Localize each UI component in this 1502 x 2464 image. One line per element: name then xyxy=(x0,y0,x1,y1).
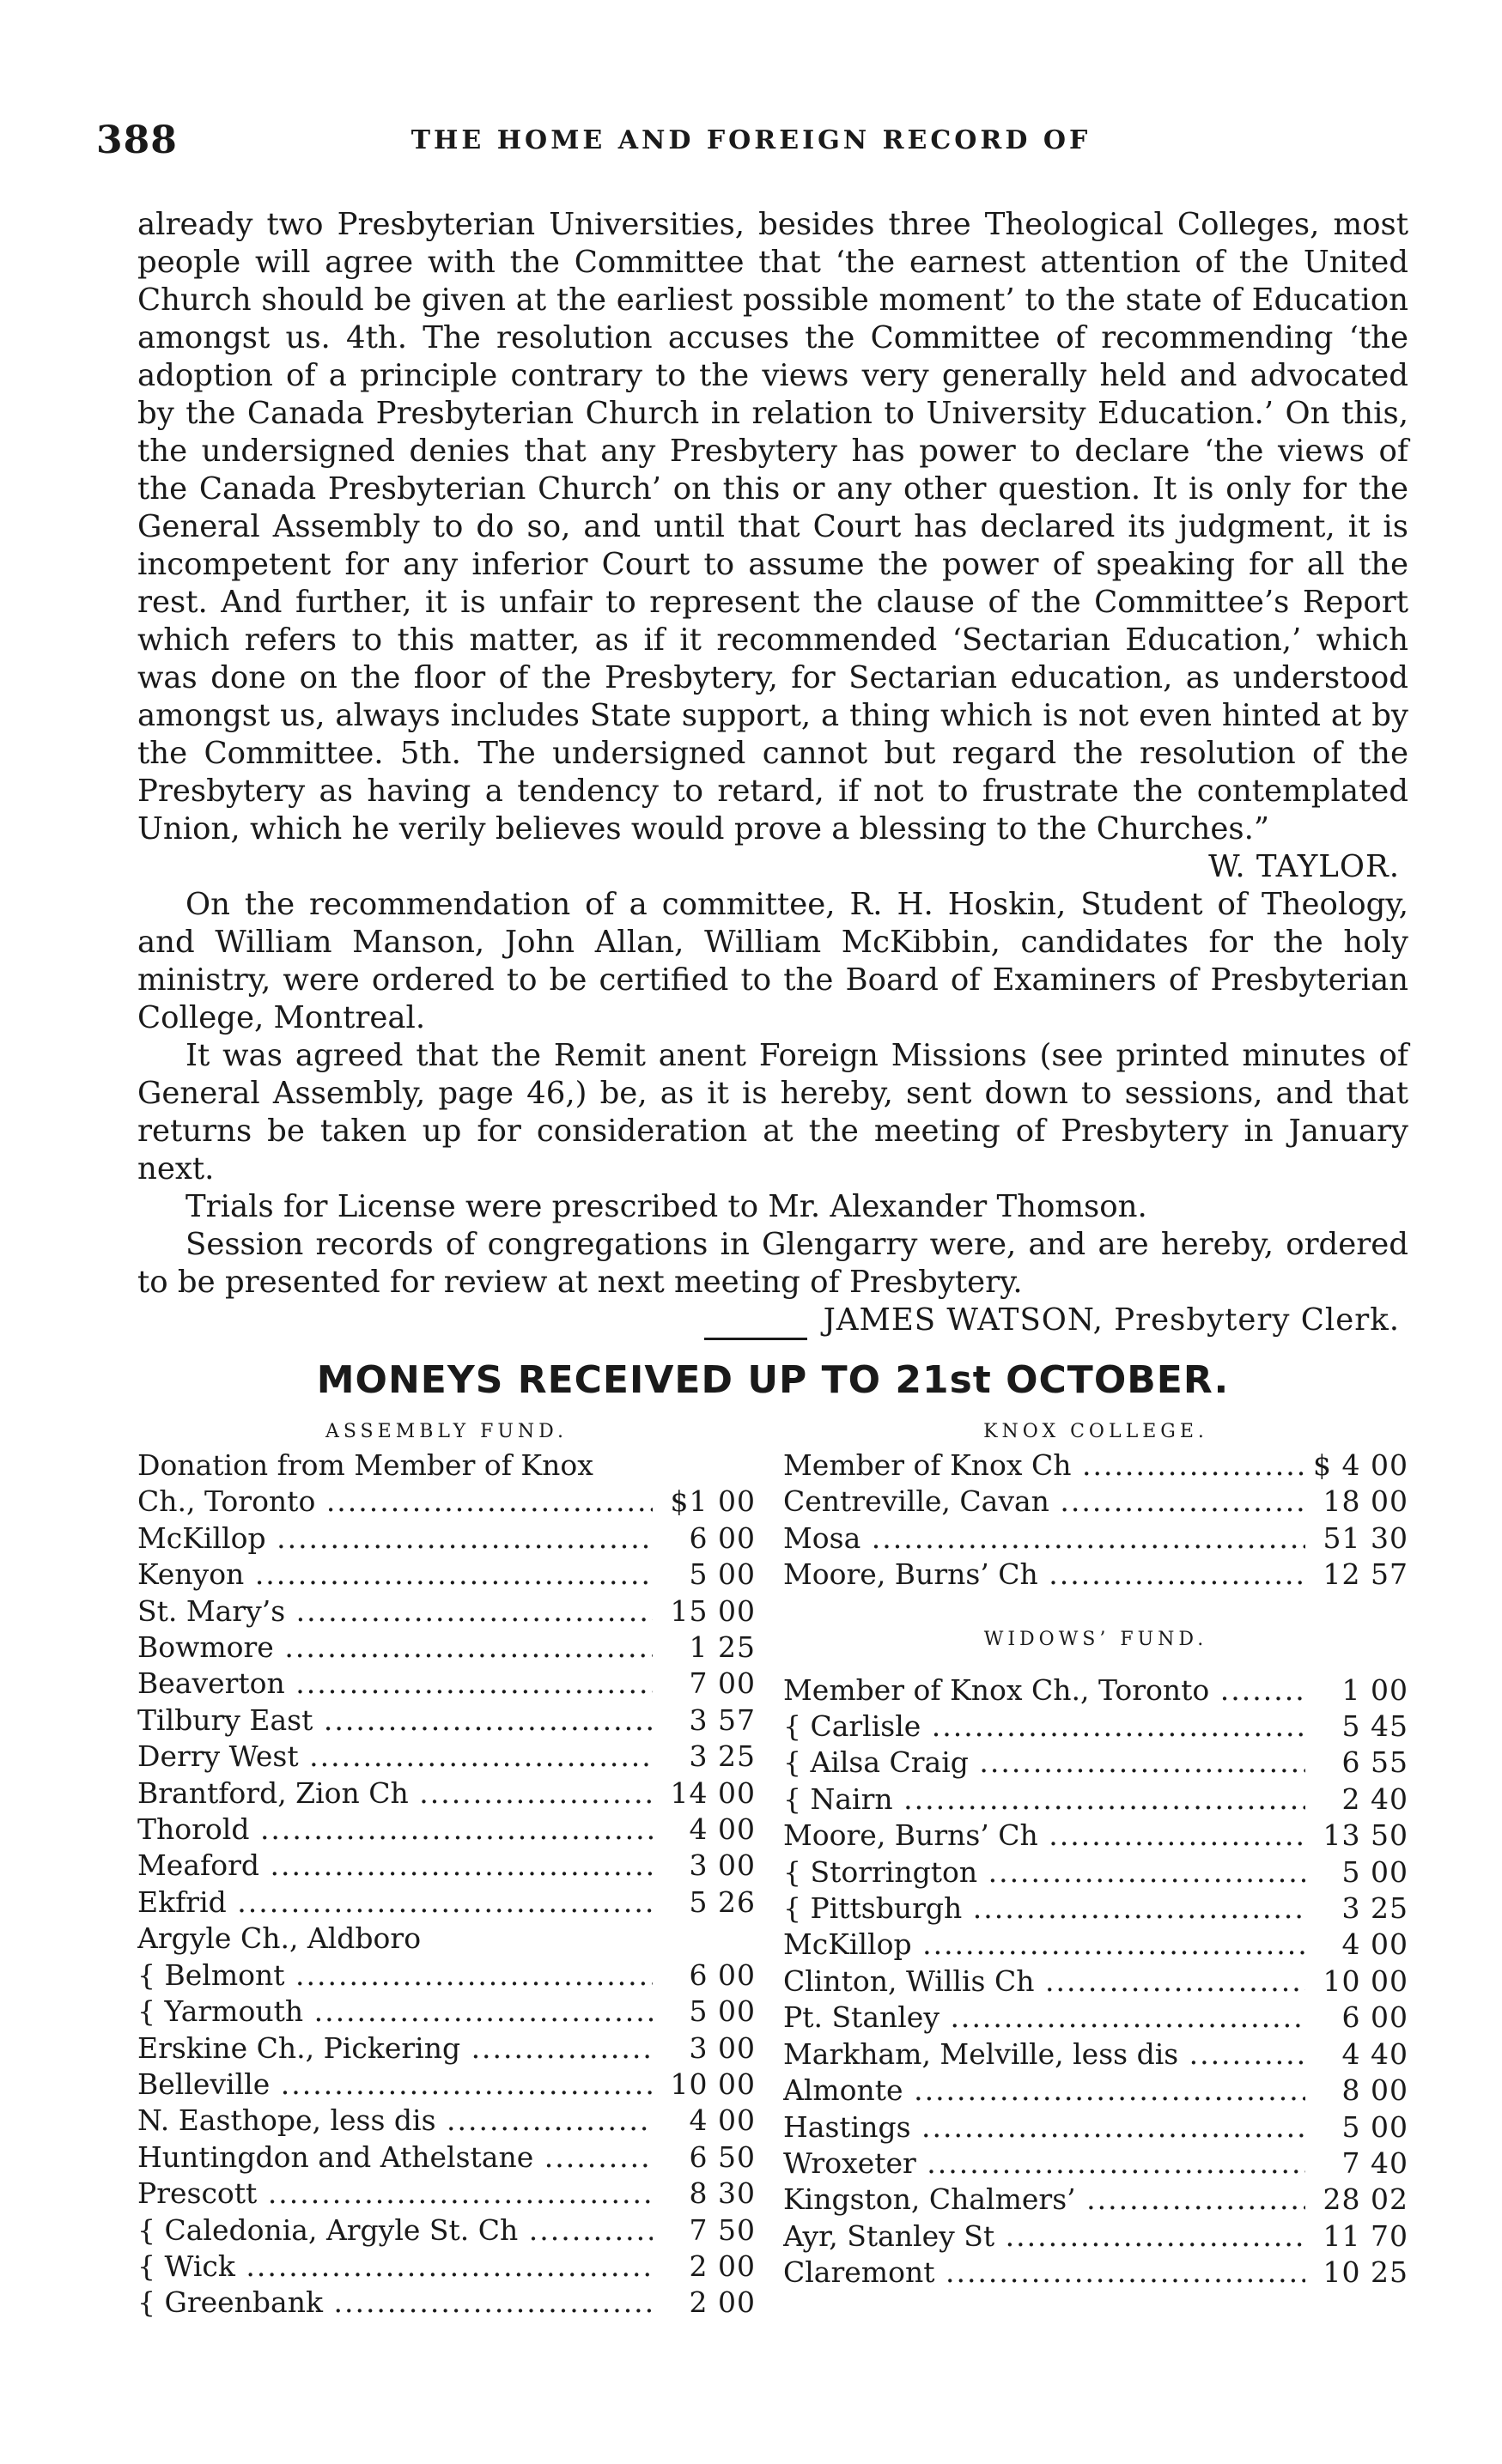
ledger-row xyxy=(137,1630,756,1666)
ledger-amount: 5 00 xyxy=(1341,2109,1408,2144)
ledger-row xyxy=(783,1672,1408,1708)
ledger-amount: 12 57 xyxy=(1323,1557,1408,1592)
ledger-amount: 5 00 xyxy=(1341,1854,1408,1889)
ledger-label: { Wick ..... xyxy=(137,2249,653,2285)
ledger-amount: $ 4 00 xyxy=(1313,1448,1408,1482)
paragraph-certification: On the recommendation of a committee, R. H. Hoskin, Student of Theology, and William Manson, John Allan, William McKibbin, candidates for the holy ministry, were ordered to be certified to the Board of Examiners of Presbyterian College, Montreal. xyxy=(137,887,1408,1035)
ledger-amount: $1 00 xyxy=(670,1484,756,1519)
ledger-row xyxy=(137,1484,756,1520)
ledger-amount: 1 00 xyxy=(1341,1672,1408,1707)
knox-college-list xyxy=(783,1447,1408,1593)
ledger-row xyxy=(137,1739,756,1775)
ledger-label: { Belmont ..... xyxy=(137,1957,653,1994)
running-title: THE HOME AND FOREIGN RECORD OF xyxy=(410,125,1092,155)
ledger-amount: 7 40 xyxy=(1341,2145,1408,2180)
ledger-row xyxy=(783,2036,1408,2073)
ledger-row xyxy=(137,1994,756,2030)
ledger-row xyxy=(137,2212,756,2249)
ledger-row xyxy=(137,2066,756,2103)
ledger-amount: 8 00 xyxy=(1341,2073,1408,2108)
ledger-row xyxy=(783,2073,1408,2109)
ledger-label: McKillop ..... xyxy=(137,1520,653,1557)
signature-taylor: W. TAYLOR. xyxy=(1208,849,1400,884)
ledger-row xyxy=(783,1520,1408,1557)
ledger-amount: 5 26 xyxy=(689,1884,756,1919)
ledger-label: Ekfrid ..... xyxy=(137,1884,653,1921)
paragraph-remit: It was agreed that the Remit anent Foreign Missions (see printed minutes of General Assembly, page 46,) be, as it is hereby, sent down to sessions, and that returns be taken up for consideration at the meeting of Presbytery in January next. xyxy=(137,1038,1408,1186)
ledger-amount: 3 00 xyxy=(689,2030,756,2065)
ledger-label: { Pittsburgh ..... xyxy=(783,1890,1305,1927)
ledger-amount: 14 00 xyxy=(670,1775,756,1810)
ledger-row xyxy=(137,1702,756,1739)
ledger-row xyxy=(137,1520,756,1557)
ledger-amount: 3 25 xyxy=(689,1739,756,1774)
ledger-row xyxy=(783,1447,1408,1484)
ledger-row xyxy=(137,2249,756,2285)
ledger-label: Wroxeter ..... xyxy=(783,2145,1305,2182)
ledger-label: Huntingdon and Athelstane ..... xyxy=(137,2139,653,2176)
ledger-amount: 7 50 xyxy=(689,2212,756,2247)
ledger-row xyxy=(137,1957,756,1994)
ledger-row xyxy=(137,1447,756,1484)
assembly-fund-list xyxy=(137,1447,756,2321)
ledger-amount: 10 00 xyxy=(670,2066,756,2101)
ledger-label: Beaverton ..... xyxy=(137,1666,653,1702)
signature-watson: JAMES WATSON, Presbytery Clerk. xyxy=(823,1302,1400,1338)
ledger-amount: 51 30 xyxy=(1323,1520,1408,1555)
ledger-row xyxy=(137,1812,756,1848)
ledger-label: McKillop ..... xyxy=(783,1927,1305,1963)
ledger-label: Centreville, Cavan ..... xyxy=(783,1484,1305,1520)
page-header xyxy=(96,118,1406,170)
ledger-amount: 11 70 xyxy=(1323,2218,1408,2253)
ledger-row xyxy=(783,1890,1408,1927)
ledger-label: { Nairn ..... xyxy=(783,1781,1305,1818)
paragraph-session-records: Session records of congregations in Glengarry were, and are hereby, ordered to be presented for review at next meeting of Presbytery. xyxy=(137,1227,1408,1300)
ledger-row xyxy=(783,2218,1408,2255)
ledger-row xyxy=(137,2030,756,2066)
body-text xyxy=(137,206,1408,1339)
ledger-label: Argyle Ch., Aldboro xyxy=(137,1921,422,1956)
ledger-row xyxy=(137,1557,756,1593)
ledger-row xyxy=(137,2103,756,2139)
ledger-amount: 4 00 xyxy=(1341,1927,1408,1962)
knox-college-title: KNOX COLLEGE. xyxy=(983,1421,1208,1442)
ledger-row xyxy=(783,2255,1408,2291)
ledger-label: Bowmore ..... xyxy=(137,1630,653,1666)
ledger-row xyxy=(137,1884,756,1921)
ledger-amount: 6 50 xyxy=(689,2139,756,2174)
ledger-label: Kingston, Chalmers’ ..... xyxy=(783,2182,1305,2218)
ledger-row xyxy=(137,1666,756,1702)
ledger-label: Moore, Burns’ Ch ..... xyxy=(783,1557,1305,1593)
ledger-label: { Ailsa Craig ..... xyxy=(783,1745,1305,1781)
ledger-label: Meaford ..... xyxy=(137,1848,653,1884)
ledger-amount: 4 40 xyxy=(1341,2036,1408,2071)
ledger-row xyxy=(137,2285,756,2321)
ledger-row xyxy=(783,1963,1408,2000)
ledger-label: Brantford, Zion Ch ..... xyxy=(137,1775,653,1812)
ledger-label: Thorold ..... xyxy=(137,1812,653,1848)
ledger-row xyxy=(137,2176,756,2212)
ledger-amount: 8 30 xyxy=(689,2176,756,2211)
ledger-label: { Yarmouth ..... xyxy=(137,1994,653,2030)
ledger-label: Erskine Ch., Pickering ..... xyxy=(137,2030,653,2066)
ledger-label: Pt. Stanley ..... xyxy=(783,2000,1305,2036)
ledger-amount: 5 45 xyxy=(1341,1709,1408,1744)
ledger-row xyxy=(783,2109,1408,2145)
ledger-label: Derry West ..... xyxy=(137,1739,653,1775)
ledger-label: Tilbury East ..... xyxy=(137,1702,653,1739)
ledger-label: Donation from Member of Knox xyxy=(137,1448,593,1482)
left-column xyxy=(137,1417,756,2321)
ledger-row xyxy=(783,1745,1408,1781)
paragraph-protest-continuation: already two Presbyterian Universities, besides three Theological Colleges, most people will agree with the Committee that ‘the earnest attention of the United Church should be given at the earliest possible moment’ to the state of Education amongst us. 4th. The resolution accuses the Committee of recommending ‘the adoption of a principle contrary to the views very generally held and advocated by the Canada Presbyterian Church in relation to University Education.’ On this, the undersigned denies that any Presbytery has power to declare ‘the views of the Canada Presbyterian Church’ on this or any other question. It is only for the General Assembly to do so, and until that Court has declared its judgment, it is incompetent for any inferior Court to assume the power of speaking for all the rest. And further, it is unfair to represent the clause of the Committee’s Report which refers to this matter, as if it recommended ‘Sectarian Education,’ which was done on the floor of the Presbytery, for Sectarian education, as understood amongst us, always includes State support, a thing which is not even hinted at by the Committee. 5th. The undersigned cannot but regard the resolution of the Presbytery as having a tendency to retard, if not to frustrate the contemplated Union, which he verily believes would prove a blessing to the Churches.” xyxy=(137,207,1408,847)
widows-fund-list xyxy=(783,1672,1408,2291)
ledger-amount: 1 25 xyxy=(689,1630,756,1665)
ledger-amount: 18 00 xyxy=(1323,1484,1408,1519)
ledger-amount: 3 57 xyxy=(689,1702,756,1737)
ledger-amount: 3 25 xyxy=(1341,1891,1408,1926)
ledger-label: { Caledonia, Argyle St. Ch ..... xyxy=(137,2212,653,2249)
ledger-label: Ayr, Stanley St ..... xyxy=(783,2218,1305,2255)
ledger-row xyxy=(783,1708,1408,1745)
ledger-label: Belleville ..... xyxy=(137,2066,653,2103)
ledger-label: Claremont ..... xyxy=(783,2255,1305,2291)
ledger-row xyxy=(783,2000,1408,2036)
ledger-amount: 10 00 xyxy=(1323,1963,1408,1998)
paragraph-trials: Trials for License were prescribed to Mr. Alexander Thomson. xyxy=(185,1189,1147,1224)
right-column xyxy=(783,1417,1408,2291)
assembly-fund-title: ASSEMBLY FUND. xyxy=(325,1421,569,1442)
ledger-amount: 6 00 xyxy=(1341,2000,1408,2035)
ledger-row xyxy=(137,1775,756,1812)
ledger-label: Prescott ..... xyxy=(137,2176,653,2212)
ledger-label: Hastings ..... xyxy=(783,2109,1305,2145)
ledger-amount: 13 50 xyxy=(1323,1818,1408,1853)
moneys-received-heading: MONEYS RECEIVED UP TO 21st OCTOBER. xyxy=(316,1358,1230,1402)
ledger-label: Mosa ..... xyxy=(783,1520,1305,1557)
ledger-label: Clinton, Willis Ch ..... xyxy=(783,1963,1305,2000)
ledger-amount: 15 00 xyxy=(670,1593,756,1628)
ledger-amount: 7 00 xyxy=(689,1666,756,1701)
ledger-row xyxy=(783,1781,1408,1818)
ledger-label: Kenyon ..... xyxy=(137,1557,653,1593)
page-number: 388 xyxy=(96,118,178,162)
ledger-amount: 4 00 xyxy=(689,2103,756,2138)
ledger-amount: 2 00 xyxy=(689,2285,756,2320)
ledger-label: Ch., Toronto ..... xyxy=(137,1484,653,1520)
ledger-row xyxy=(783,2182,1408,2218)
ledger-row xyxy=(137,1593,756,1630)
ledger-row xyxy=(783,1484,1408,1520)
ledger-amount: 2 00 xyxy=(689,2249,756,2283)
ledger-row xyxy=(783,1854,1408,1890)
ledger-row xyxy=(137,1921,756,1957)
ledger-row xyxy=(783,1927,1408,1963)
ledger-label: Moore, Burns’ Ch ..... xyxy=(783,1818,1305,1854)
ledger-amount: 4 00 xyxy=(689,1812,756,1847)
ledger-label: { Greenbank ..... xyxy=(137,2285,653,2321)
ledger-row xyxy=(783,2145,1408,2182)
ledger-label: { Storrington ..... xyxy=(783,1854,1305,1890)
ledger-amount: 3 00 xyxy=(689,1848,756,1883)
ledger-row xyxy=(783,1818,1408,1854)
ledger-amount: 6 55 xyxy=(1341,1745,1408,1780)
ledger-amount: 5 00 xyxy=(689,1557,756,1592)
ledger-label: Member of Knox Ch ..... xyxy=(783,1447,1305,1484)
ledger-amount: 2 40 xyxy=(1341,1781,1408,1816)
ledger-row xyxy=(137,1848,756,1884)
ledger-label: St. Mary’s ..... xyxy=(137,1593,653,1630)
ledger-label: Almonte ..... xyxy=(783,2073,1305,2109)
ledger-amount: 6 00 xyxy=(689,1520,756,1555)
ledger-amount: 6 00 xyxy=(689,1957,756,1992)
ledger-row xyxy=(137,2139,756,2176)
section-divider xyxy=(704,1338,807,1340)
ledger-label: Member of Knox Ch., Toronto ..... xyxy=(783,1672,1305,1708)
ledger-row xyxy=(783,1557,1408,1593)
ledger-amount: 28 02 xyxy=(1323,2182,1408,2217)
ledger-amount: 10 25 xyxy=(1323,2255,1408,2290)
ledger-label: { Carlisle ..... xyxy=(783,1708,1305,1745)
widows-fund-title: WIDOWS’ FUND. xyxy=(983,1628,1208,1650)
ledger-label: N. Easthope, less dis ..... xyxy=(137,2103,653,2139)
ledger-label: Markham, Melville, less dis ..... xyxy=(783,2036,1305,2073)
ledger-amount: 5 00 xyxy=(689,1994,756,2029)
